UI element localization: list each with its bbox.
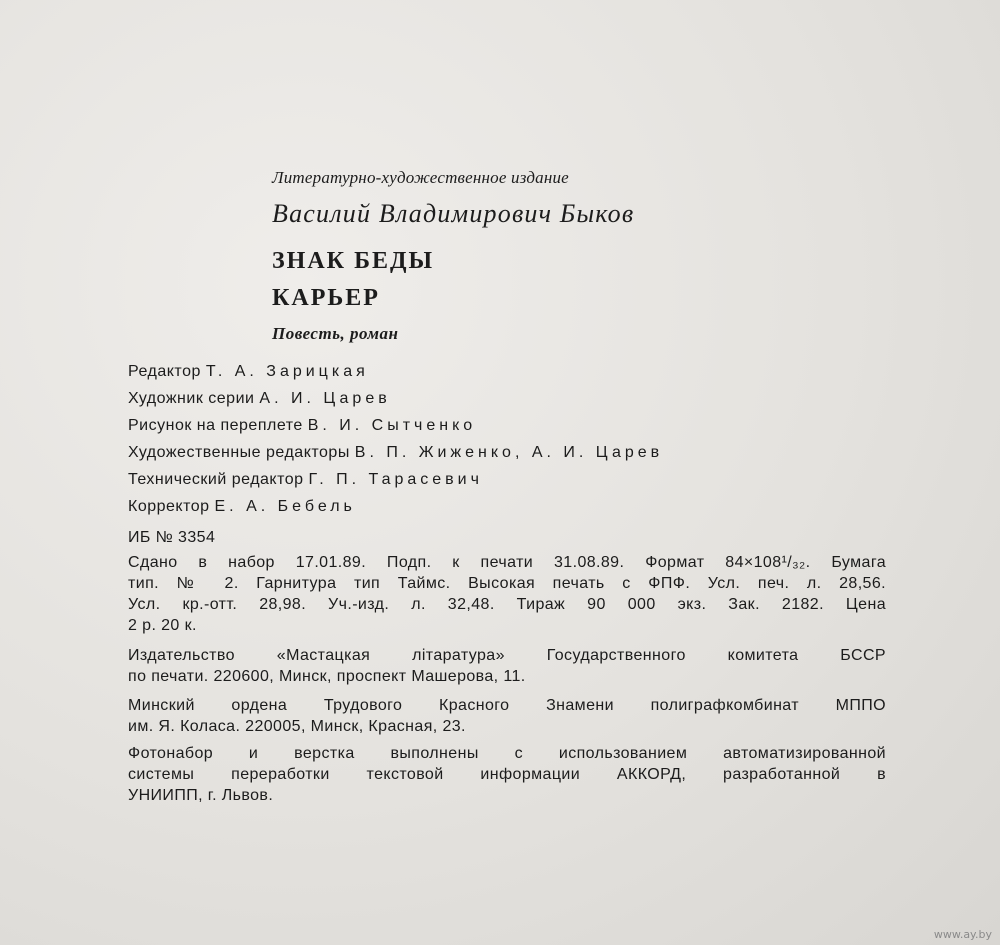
credit-series-artist <box>128 385 663 412</box>
credit-person: В. И. Сытченко <box>307 417 477 434</box>
typesetting-line: системы переработки текстовой информации АККОРД, разработанной в <box>128 766 886 783</box>
book-title-2: КАРЬЕР <box>272 285 380 311</box>
book-title-1: ЗНАК БЕДЫ <box>272 248 435 274</box>
ib-number: ИБ № 3354 <box>128 529 216 546</box>
printer-info <box>128 695 886 737</box>
credit-editor <box>128 358 663 385</box>
watermark: www.ay.by <box>933 928 992 941</box>
author-name: Василий Владимирович Быков <box>272 199 635 228</box>
credit-person: В. П. Жиженко, А. И. Царев <box>354 444 664 461</box>
print-line: Сдано в набор 17.01.89. Подп. к печати 31.08.89. Формат 84×108¹/₃₂. Бумага <box>128 554 886 571</box>
series-label: Литературно-художественное издание <box>272 168 569 187</box>
typesetting-info <box>128 743 886 806</box>
credit-role: Художник серии <box>128 390 255 407</box>
credits-list <box>128 358 663 520</box>
credit-cover-artist <box>128 412 663 439</box>
publisher-line: Издательство «Мастацкая літаратура» Государственного комитета БССР <box>128 647 886 664</box>
publisher-info <box>128 645 886 687</box>
genre-label: Повесть, роман <box>272 324 399 343</box>
credit-role: Технический редактор <box>128 471 304 488</box>
credit-art-editors <box>128 439 663 466</box>
credit-proofreader <box>128 493 663 520</box>
credit-person: Е. А. Бебель <box>214 498 356 515</box>
printer-line: им. Я. Коласа. 220005, Минск, Красная, 23. <box>128 718 466 735</box>
credit-role: Рисунок на переплете <box>128 417 303 434</box>
credit-role: Корректор <box>128 498 210 515</box>
credit-person: Г. П. Тарасевич <box>308 471 483 488</box>
credit-role: Художественные редакторы <box>128 444 350 461</box>
credit-person: Т. А. Зарицкая <box>205 363 369 380</box>
printer-line: Минский ордена Трудового Красного Знамени полиграфкомбинат МППО <box>128 697 886 714</box>
print-line: тип. № 2. Гарнитура тип Таймс. Высокая печать с ФПФ. Усл. печ. л. 28,56. <box>128 575 886 592</box>
credit-role: Редактор <box>128 363 201 380</box>
typesetting-line: УНИИПП, г. Львов. <box>128 787 274 804</box>
publisher-line: по печати. 220600, Минск, проспект Машерова, 11. <box>128 668 526 685</box>
print-details <box>128 552 886 636</box>
credit-tech-editor <box>128 466 663 493</box>
print-line: Усл. кр.-отт. 28,98. Уч.-изд. л. 32,48. Тираж 90 000 экз. Зак. 2182. Цена <box>128 596 886 613</box>
typesetting-line: Фотонабор и верстка выполнены с использованием автоматизированной <box>128 745 886 762</box>
credit-person: А. И. Царев <box>259 390 391 407</box>
print-line: 2 р. 20 к. <box>128 617 197 634</box>
